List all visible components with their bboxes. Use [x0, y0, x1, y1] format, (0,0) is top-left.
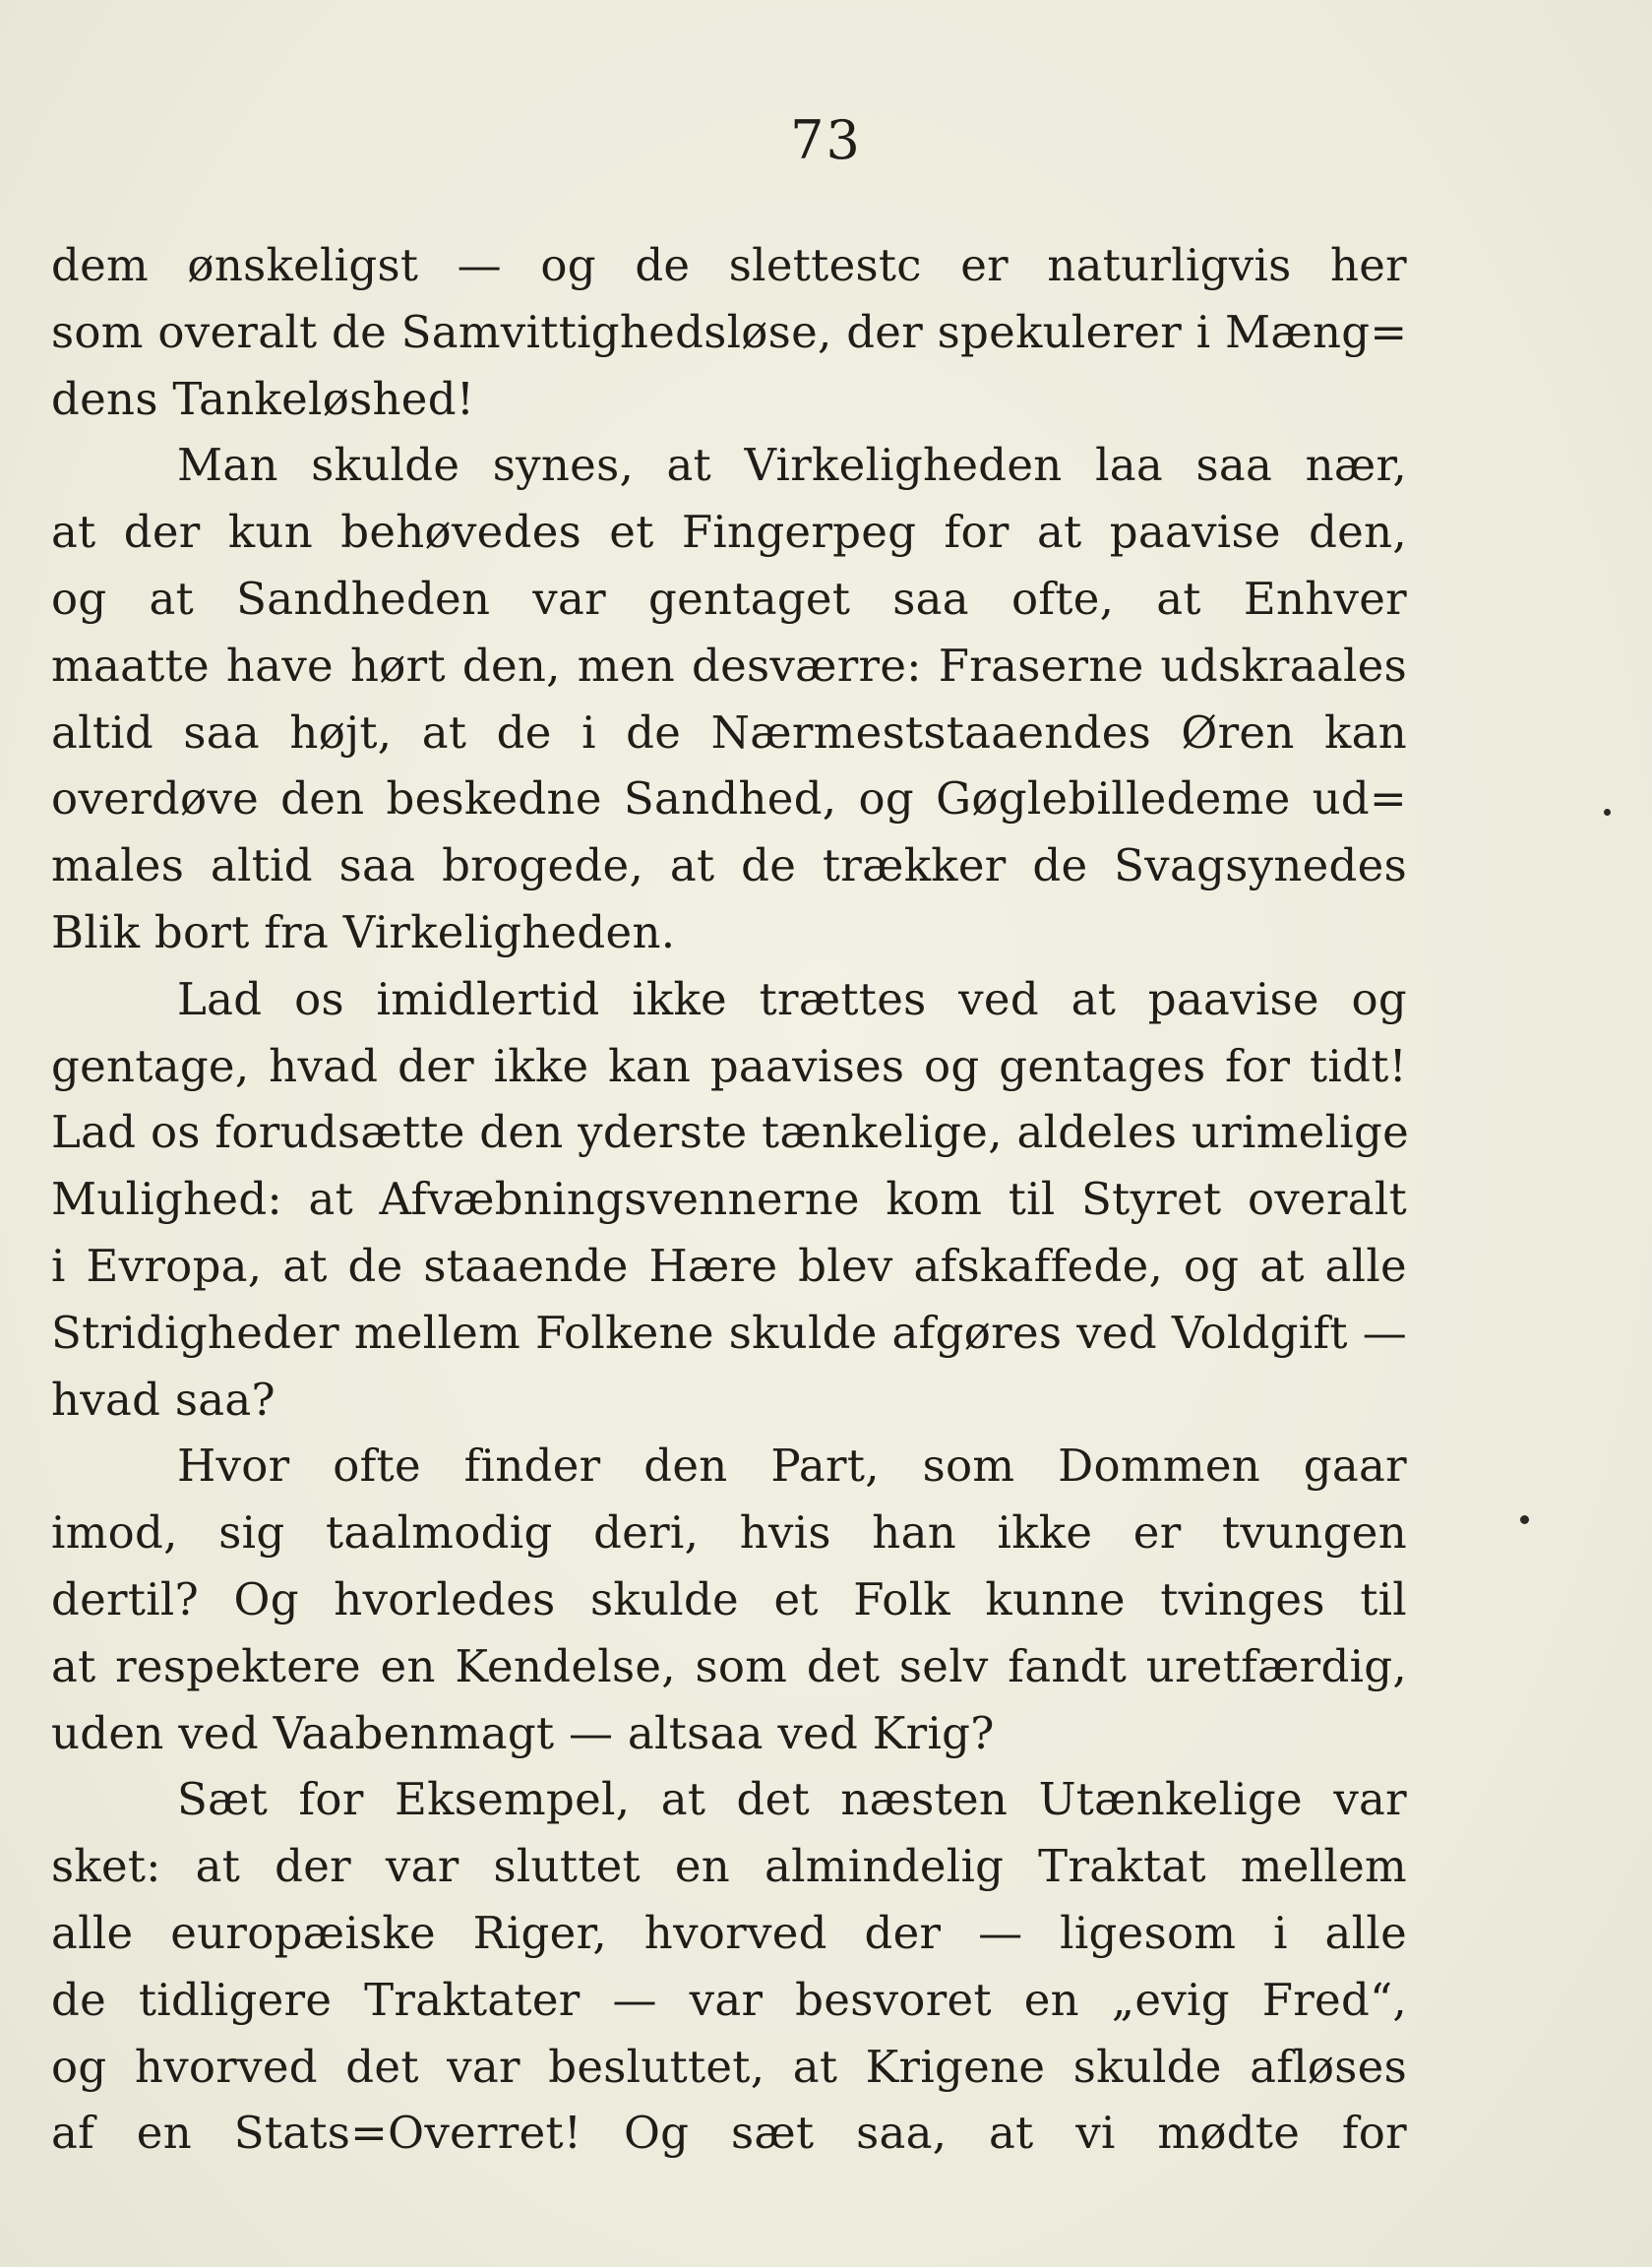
text-line: altid saa højt, at de i de Nærmeststaaendes Øren kan: [51, 705, 1407, 759]
text-line: Lad os forudsætte den yderste tænkelige, aldeles urimelige: [51, 1106, 1410, 1159]
text-line: Stridigheder mellem Folkene skulde afgøres ved Voldgift —: [51, 1306, 1407, 1359]
text-line: Blik bort fra Virkeligheden.: [51, 905, 676, 958]
text-line: hvad saa?: [51, 1373, 275, 1426]
text-line: som overalt de Samvittighedsløse, der spekulerer i Mæng=: [51, 305, 1408, 358]
ink-speck: [1604, 809, 1611, 816]
text-line: at der kun behøvedes et Fingerpeg for at paavise den,: [51, 506, 1407, 559]
text-line: dertil? Og hvorledes skulde et Folk kunne tvinges til: [51, 1572, 1407, 1625]
text-line: og at Sandheden var gentaget saa ofte, at Enhver: [51, 572, 1407, 625]
text-line: Man skulde synes, at Virkeligheden laa saa nær,: [177, 439, 1407, 492]
text-line: alle europæiske Riger, hvorved der — ligesom i alle: [51, 1906, 1407, 1959]
text-line: Hvor ofte finder den Part, som Dommen gaar: [177, 1440, 1407, 1493]
ink-speck: [1520, 1515, 1529, 1524]
body-text: [51, 232, 1410, 2167]
text-line: maatte have hørt den, men desværre: Fraserne udskraales: [51, 639, 1407, 692]
text-line: Lad os imidlertid ikke trættes ved at paavise og: [177, 972, 1407, 1025]
page-number: 73: [790, 109, 862, 171]
text-line: males altid saa brogede, at de trækker de Svagsynedes: [51, 839, 1407, 892]
text-line: i Evropa, at de staaende Hære blev afskaffede, og at alle: [51, 1239, 1407, 1292]
text-line: de tidligere Traktater — var besvoret en „evig Fred“,: [51, 1973, 1407, 2026]
text-line: Mulighed: at Afvæbningsvennerne kom til Styret overalt: [51, 1173, 1407, 1226]
text-line: sket: at der var sluttet en almindelig Traktat mellem: [51, 1840, 1407, 1893]
text-line: uden ved Vaabenmagt — altsaa ved Krig?: [51, 1706, 995, 1759]
text-line: Sæt for Eksempel, at det næsten Utænkelige var: [177, 1773, 1407, 1826]
text-line: af en Stats=Overret! Og sæt saa, at vi mødte for: [51, 2107, 1407, 2160]
text-line: at respektere en Kendelse, som det selv fandt uretfærdig,: [51, 1639, 1407, 1692]
text-line: overdøve den beskedne Sandhed, og Gøglebilledeme ud=: [51, 772, 1407, 826]
text-line: gentage, hvad der ikke kan paavises og gentages for tidt!: [51, 1039, 1407, 1092]
text-line: dem ønskeligst — og de slettestc er naturligvis her: [51, 239, 1407, 291]
text-line: dens Tankeløshed!: [51, 372, 475, 425]
text-line: og hvorved det var besluttet, at Krigene skulde afløses: [51, 2040, 1407, 2093]
text-line: imod, sig taalmodig deri, hvis han ikke er tvungen: [51, 1506, 1407, 1560]
